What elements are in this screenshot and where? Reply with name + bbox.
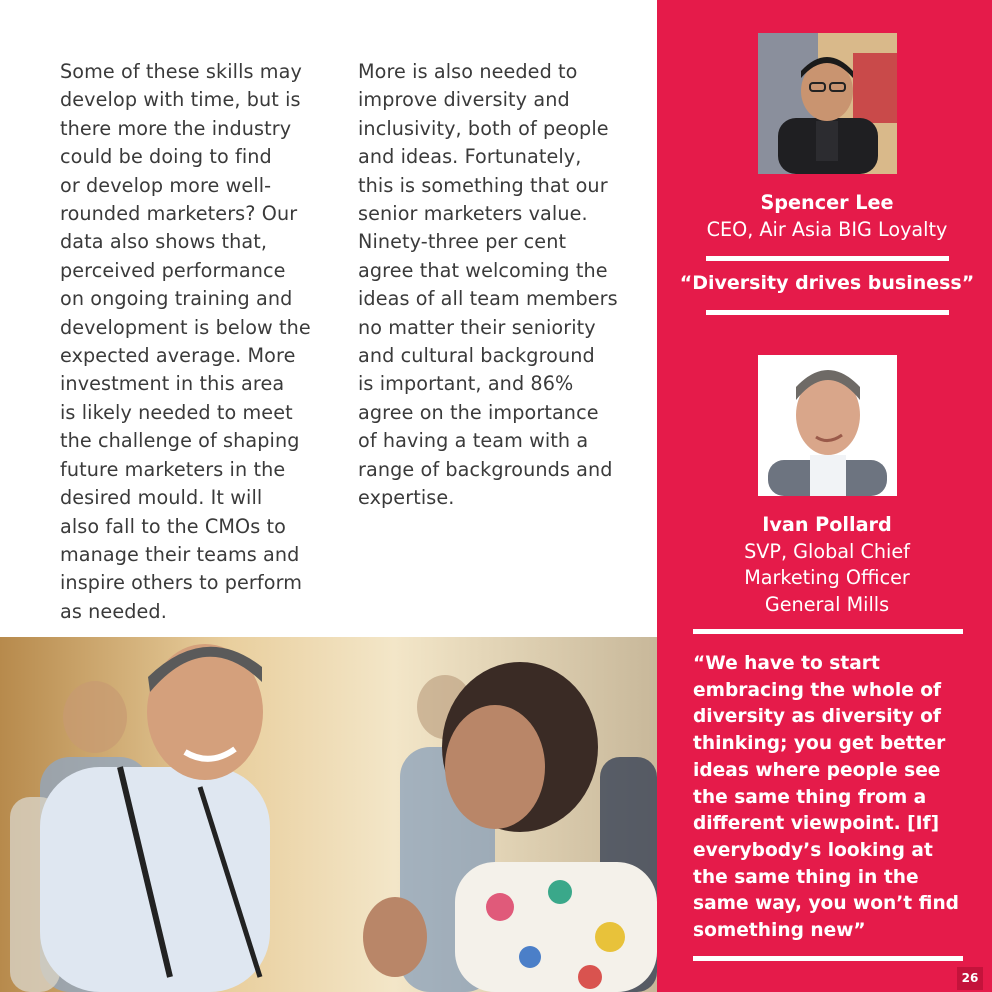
text-line: expected average. More [60,344,296,368]
quote-line: diversity as diversity of [693,706,941,728]
networking-photo-illustration [0,637,657,992]
text-line: future marketers in the [60,457,286,481]
person-2-caption [667,512,987,618]
networking-photo [0,637,657,992]
person-name: Spencer Lee [760,191,894,214]
text-line: agree that welcoming the [358,258,608,282]
portrait-2-illustration [758,355,897,496]
quote-line: everybody’s looking at [693,839,933,861]
quote-line: different viewpoint. [If] [693,813,940,835]
text-line: this is something that our [358,173,608,197]
portrait-spencer-lee [758,33,897,174]
portrait-ivan-pollard [758,355,897,496]
pull-quote-1: “Diversity drives business” [679,272,975,294]
person-title: CEO, Air Asia BIG Loyalty [706,217,948,241]
text-line: there more the industry [60,116,292,140]
divider [693,956,963,961]
quote-line: same way, you won’t find [693,893,959,915]
paragraph-diversity [358,58,648,513]
body-text-column-2 [358,58,648,513]
text-line: the challenge of shaping [60,429,300,453]
text-line: desired mould. It will [60,486,263,510]
text-line: of having a team with a [358,429,589,453]
text-line: and cultural background [358,344,595,368]
quote-line: “We have to start [693,653,880,674]
text-line: improve diversity and [358,88,570,112]
text-line: is likely needed to meet [60,400,293,424]
page-number: 26 [957,967,983,990]
text-line: or develop more well- [60,173,272,197]
person-name: Ivan Pollard [762,513,892,536]
person-title: Marketing Officer [744,566,910,590]
body-text-column-1 [60,58,350,626]
text-line: manage their teams and [60,542,300,566]
person-1-caption [667,190,987,243]
text-line: rounded marketers? Our [60,202,298,226]
portrait-1-illustration [758,33,897,174]
text-line: and ideas. Fortunately, [358,145,582,169]
divider [706,256,949,261]
text-line: could be doing to find [60,145,272,169]
person-company: General Mills [764,592,890,616]
paragraph-skills [60,58,350,626]
quotes-sidebar [657,0,992,992]
quote-line: ideas where people see [693,759,941,781]
text-line: expertise. [358,486,455,510]
quote-line: thinking; you get better [693,733,946,755]
text-line: no matter their seniority [358,315,596,339]
text-line: data also shows that, [60,230,268,254]
text-line: inclusivity, both of people [358,116,609,140]
divider [693,629,963,634]
text-line: development is below the [60,315,311,339]
quote-line: the same thing from a [693,786,927,808]
text-line: inspire others to perform [60,571,303,595]
text-line: is important, and 86% [358,372,574,396]
text-line: Ninety-three per cent [358,230,567,254]
text-line: ideas of all team members [358,287,618,311]
quote-line: embracing the whole of [693,679,942,701]
divider [706,310,949,315]
pull-quote-2 [693,651,983,945]
text-line: investment in this area [60,372,285,396]
text-line: senior marketers value. [358,202,588,226]
quote-line: something new” [693,920,866,942]
text-line: on ongoing training and [60,287,293,311]
text-line: perceived performance [60,258,286,282]
person-title: SVP, Global Chief [744,539,910,563]
text-line: range of backgrounds and [358,457,613,481]
text-line: also fall to the CMOs to [60,514,286,538]
text-line: More is also needed to [358,60,578,83]
quote-line: the same thing in the [693,866,919,888]
text-line: Some of these skills may [60,60,302,83]
text-line: agree on the importance [358,400,599,424]
text-line: as needed. [60,599,167,623]
text-line: develop with time, but is [60,88,301,112]
